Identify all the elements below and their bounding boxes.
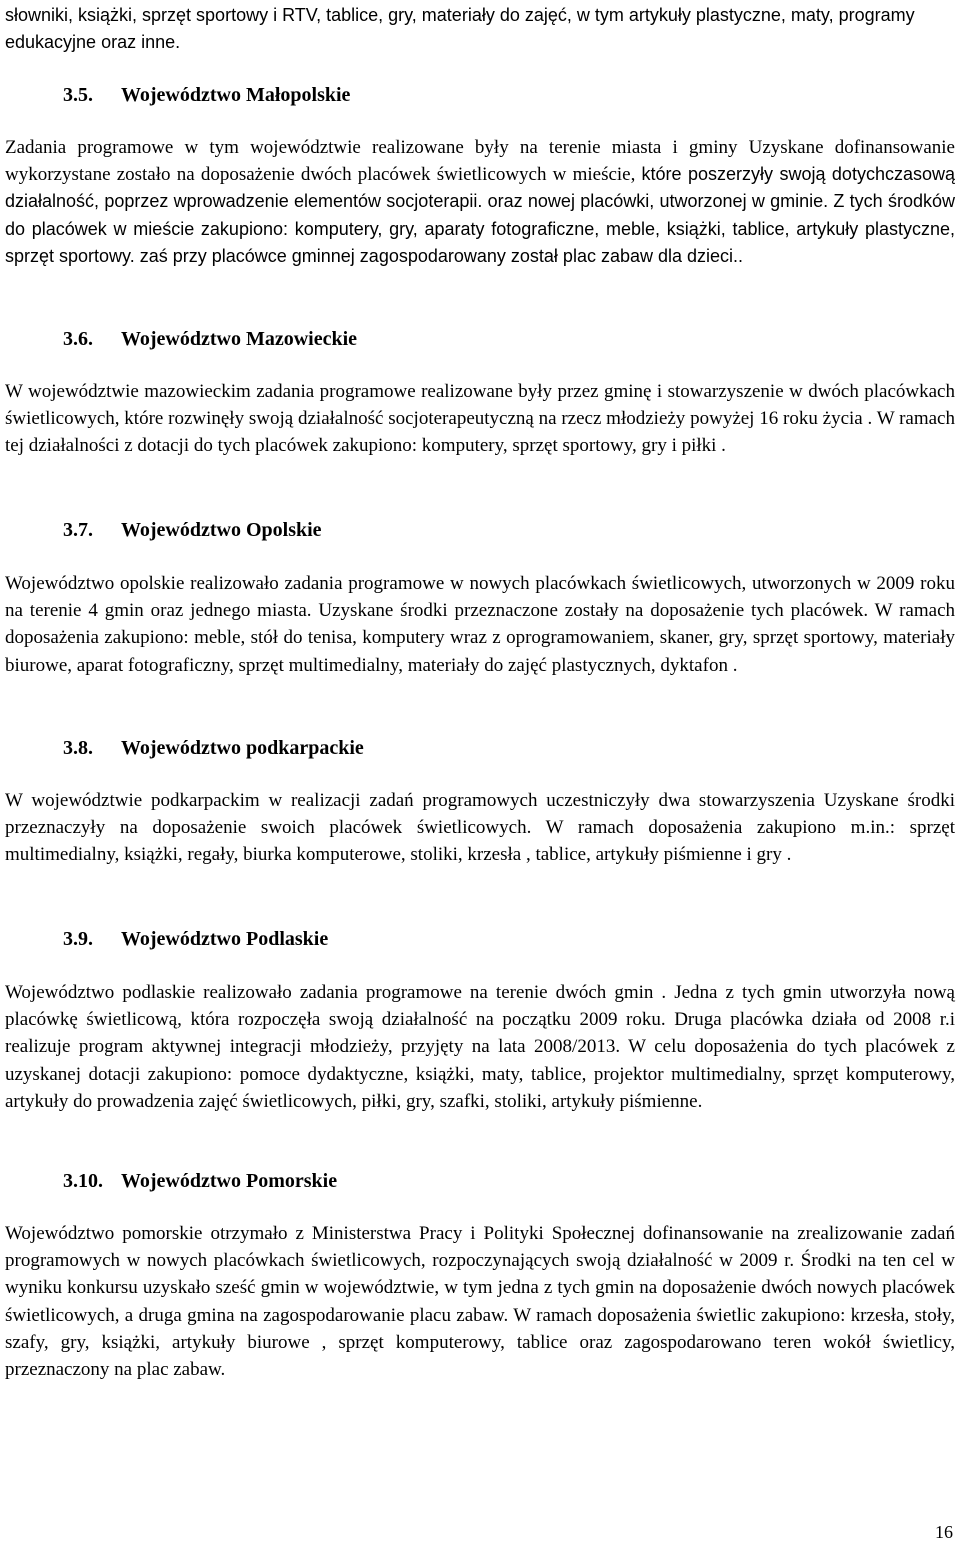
section-body <box>5 134 955 270</box>
intro-paragraph: słowniki, książki, sprzęt sportowy i RTV, tablice, gry, materiały do zajęć, w tym artykuły plastyczne, maty, programy edukacyjne oraz inne. <box>5 5 915 52</box>
section-title: Województwo Opolskie <box>121 519 322 541</box>
section-title: Województwo Mazowieckie <box>121 328 358 350</box>
section-number: 3.6. <box>63 328 93 350</box>
section-opolskie <box>5 517 955 679</box>
section-podkarpackie <box>5 735 955 869</box>
section-body-part1: Zadania programowe w tym województwie realizowane były na terenie miasta i gminy Uzyskane dofinansowanie wykorzystane zostało na doposażenie dwóch placówek świetlicowych w mieście, <box>5 137 955 186</box>
section-title: Województwo podkarpackie <box>121 737 364 759</box>
section-heading <box>5 82 955 108</box>
section-pomorskie <box>5 1168 955 1383</box>
section-heading <box>5 1168 955 1194</box>
section-heading <box>5 926 955 952</box>
section-heading <box>5 326 955 352</box>
section-body-part2: które poszerzyły swoją dotychczasową działalność, poprzez wprowadzenie elementów socjoterapii. oraz nowej placówki, utworzonej w gminie. Z tych środków do placówek w mieście zakupiono: komputery, gry, aparaty fotograficzne, meble, książki, tablice, artykuły plastyczne, sprzęt sportowy. zaś przy placówce gminnej zagospodarowany został plac zabaw dla dzieci.. <box>5 164 955 266</box>
section-podlaskie <box>5 926 955 1115</box>
section-number: 3.7. <box>63 519 93 541</box>
section-body: W województwie mazowieckim zadania programowe realizowane były przez gminę i stowarzyszenie w dwóch placówkach świetlicowych, które rozwinęły swoją działalność socjoterapeutyczną na rzecz młodzieży powyżej 16 roku życia . W ramach tej działalności z dotacji do tych placówek zakupiono: komputery, sprzęt sportowy, gry i piłki . <box>5 381 955 457</box>
section-mazowieckie <box>5 326 955 460</box>
section-title: Województwo Podlaskie <box>121 928 329 950</box>
section-body: Województwo opolskie realizowało zadania programowe w nowych placówkach świetlicowych, utworzonych w 2009 roku na terenie 4 gmin oraz jednego miasta. Uzyskane środki przeznaczone zostały na doposażenie tych placówek. W ramach doposażenia zakupiono: meble, stół do tenisa, komputery wraz z oprogramowaniem, skaner, gry, sprzęt sportowy, materiały biurowe, aparat fotograficzny, sprzęt multimedialny, materiały do zajęć plastycznych, dyktafon . <box>5 573 955 676</box>
section-number: 3.9. <box>63 928 93 950</box>
section-number: 3.5. <box>63 84 93 106</box>
section-body: W województwie podkarpackim w realizacji zadań programowych uczestniczyły dwa stowarzyszenia Uzyskane środki przeznaczyły na doposażenie swoich placówek świetlicowych. W ramach doposażenia zakupiono m.in.: sprzęt multimedialny, książki, regały, biurka komputerowe, stoliki, krzesła , tablice, artykuły piśmienne i gry . <box>5 790 955 866</box>
section-title: Województwo Pomorskie <box>121 1170 338 1192</box>
section-body: Województwo podlaskie realizowało zadania programowe na terenie dwóch gmin . Jedna z tych gmin utworzyła nową placówkę świetlicową, która rozpoczęła swoją działalność na początku 2009 roku. Druga placówka działa od 2008 r.i realizuje program aktywnej integracji młodzieży, przyjęty na lata 2008/2013. W celu doposażenia do tych placówek z uzyskanej dotacji zakupiono: pomoce dydaktyczne, książki, maty, tablice, projektor multimedialny, sprzęt komputerowy, artykuły do prowadzenia zajęć świetlicowych, piłki, gry, szafki, stoliki, artykuły piśmienne. <box>5 982 955 1112</box>
page-number: 16 <box>935 1522 953 1542</box>
section-number: 3.8. <box>63 737 93 759</box>
section-number: 3.10. <box>63 1170 103 1192</box>
section-heading <box>5 735 955 761</box>
section-title: Województwo Małopolskie <box>121 84 351 106</box>
section-body: Województwo pomorskie otrzymało z Ministerstwa Pracy i Polityki Społecznej dofinansowanie na zrealizowanie zadań programowych w nowych placówkach świetlicowych, rozpoczynających swoją działalność w 2009 r. Środki na ten cel w wyniku konkursu uzyskało sześć gmin w województwie, w tym jedna z tych gmin na doposażenie dwóch nowych placówek świetlicowych, a druga gmina na zagospodarowanie placu zabaw. W ramach doposażenia świetlic zakupiono: krzesła, stoły, szafy, gry, książki, artykuły biurowe , sprzęt komputerowy, tablice oraz zagospodarowano teren wokół świetlicy, przeznaczony na plac zabaw. <box>5 1223 955 1381</box>
section-heading <box>5 517 955 543</box>
section-malopolskie <box>5 82 955 270</box>
